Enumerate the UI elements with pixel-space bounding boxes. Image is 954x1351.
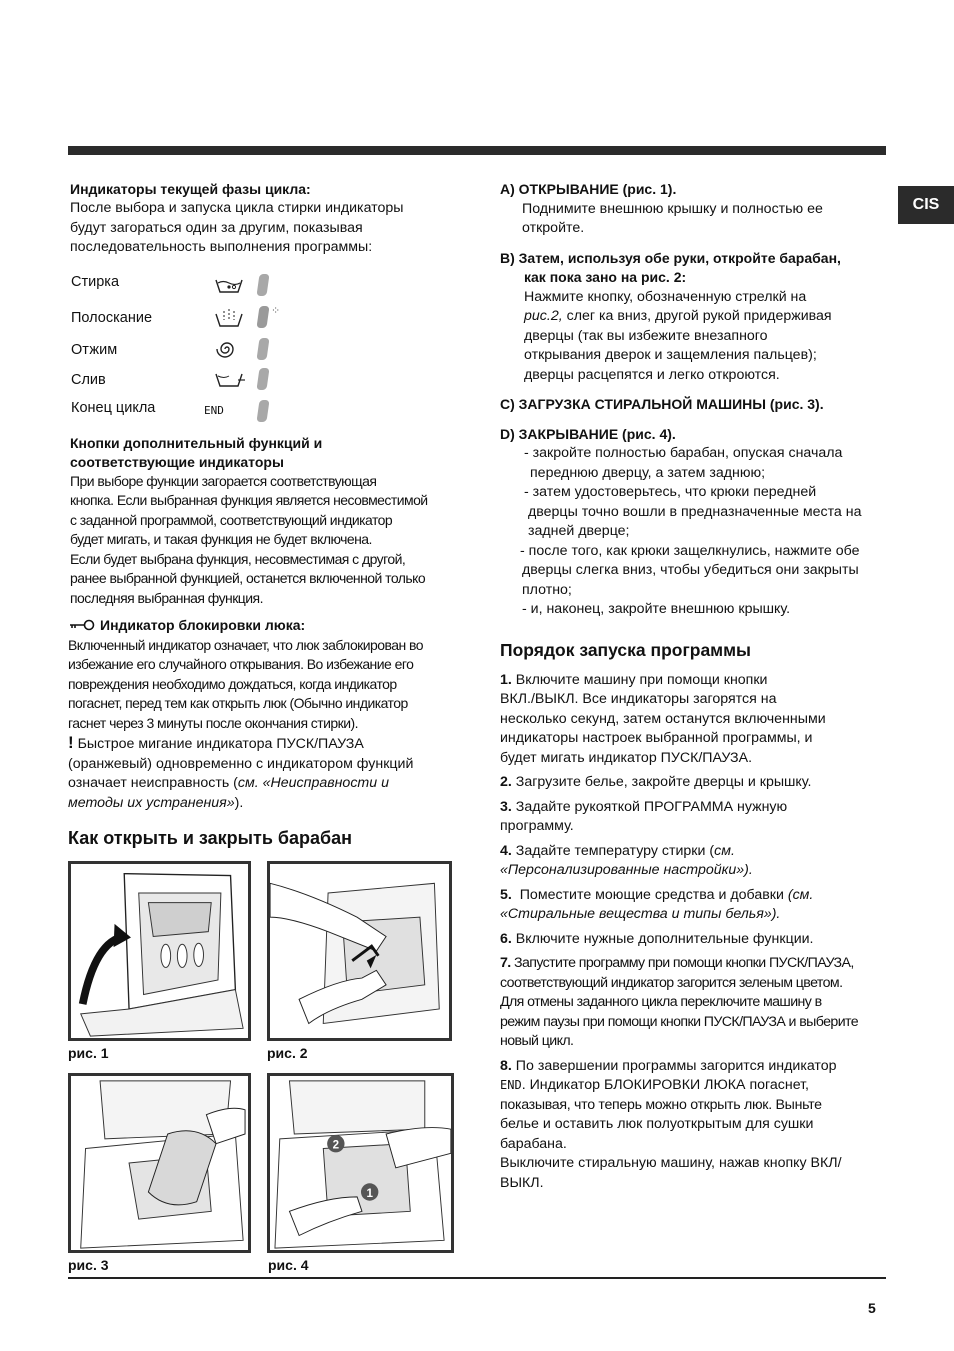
step-3-text-1: Задайте рукояткой ПРОГРАММА нужную xyxy=(515,798,788,815)
step-1 xyxy=(500,671,890,769)
section-b-rest: слег ка вниз, другой рукой придерживая xyxy=(562,308,832,324)
step-8-num: 8. xyxy=(500,1057,512,1074)
warn-suffix: ). xyxy=(234,794,244,811)
section-d-item-3b: дверцы слегка вниз, чтобы убедиться они закрыты xyxy=(522,562,859,578)
step-2 xyxy=(500,773,890,793)
step-8-text-a: По завершении программы загорится индикатор xyxy=(515,1057,837,1074)
left-column xyxy=(68,180,456,813)
step-3-line-1 xyxy=(500,798,890,818)
step-8-text-5: барабана. xyxy=(500,1135,567,1152)
end-indicator-text: END xyxy=(204,403,224,417)
lock-text-4: погаснет, перед тем как открыть люк (Обычно индикатор xyxy=(68,695,408,712)
indicator-label-drain: Слив xyxy=(71,371,106,388)
step-1-text-5: будет мигать индикатор ПУСК/ПАУЗА. xyxy=(500,749,753,766)
options-text-1: При выборе функции загорается соответствующая xyxy=(70,472,377,489)
blink-rays-icon: ⁘ xyxy=(271,304,281,317)
step-4-text-a: Задайте температуру стирки ( xyxy=(515,842,715,859)
step-8-text-3: показывая, что теперь можно открыть люк. Выньте xyxy=(500,1096,822,1113)
caption-fig-2: рис. 2 xyxy=(267,1045,308,1061)
step-5-num: 5. xyxy=(500,886,512,903)
lock-text-1: Включенный индикатор означает, что люк заблокирован во xyxy=(68,636,423,653)
step-3-num: 3. xyxy=(500,798,512,815)
step-5-line-1 xyxy=(500,886,890,906)
svg-text:1: 1 xyxy=(366,1186,373,1200)
step-5-text-a: Поместите моющие средства и добавки xyxy=(519,886,788,903)
indicator-light-end xyxy=(256,400,269,422)
section-d-item-2a: - затем удостоверьтесь, что крюки передней xyxy=(524,484,817,500)
section-b-head-2: как пока зано на рис. 2: xyxy=(524,269,687,285)
step-8-line-1 xyxy=(500,1057,890,1077)
section-d-item-3c: плотно; xyxy=(522,581,572,598)
figure-2 xyxy=(267,861,452,1041)
top-rule xyxy=(68,146,886,155)
warn-italic-2: методы их устранения» xyxy=(68,794,235,811)
section-d-item-2c: задней дверце; xyxy=(528,523,630,539)
step-4-text-c: «Персонализированные настройки»). xyxy=(500,862,753,878)
lock-text-3: повреждения необходимо дождаться, когда индикатор xyxy=(68,675,397,692)
warn-line-4 xyxy=(68,794,456,814)
phase-text-1: После выбора и запуска цикла стирки индикаторы xyxy=(70,200,404,216)
figure-3 xyxy=(68,1073,251,1253)
phase-text-3: последовательность выполнения программы: xyxy=(70,239,373,255)
language-tab: CIS xyxy=(898,186,954,224)
step-3 xyxy=(500,798,890,837)
step-6-num: 6. xyxy=(500,930,512,947)
warn-line-3 xyxy=(68,774,456,794)
options-text-5: Если будет выбрана функция, несовместимая с другой, xyxy=(70,550,406,567)
step-1-line-1 xyxy=(500,671,890,691)
step-3-text-2: программу. xyxy=(500,818,574,834)
rinse-icon xyxy=(214,308,244,331)
step-6-text: Включите нужные дополнительные функции. xyxy=(515,930,814,947)
section-d-head: D) ЗАКРЫВАНИЕ (рис. 4). xyxy=(500,425,676,442)
step-7-text-2: соответствующий индикатор загорится зеленым цветом. xyxy=(500,974,843,991)
svg-text:2: 2 xyxy=(332,1138,340,1152)
phase-text-2: будут загораться один за другим, показывая xyxy=(70,219,363,236)
section-a-head: A) ОТКРЫВАНИЕ (рис. 1). xyxy=(500,181,677,197)
step-8-text-7: ВЫКЛ. xyxy=(500,1174,544,1191)
step-1-num: 1. xyxy=(500,671,512,688)
indicator-light-rinse xyxy=(256,306,269,328)
warning-exclamation-icon: ! xyxy=(68,733,74,753)
options-text-4: будет мигать, и такая функция не будет включена. xyxy=(70,531,372,547)
section-b-text-4: открывания дверок и защемления пальцев); xyxy=(524,347,817,363)
section-b-text-1: Нажмите кнопку, обозначенную стрелкй на xyxy=(524,288,807,305)
section-b-text-2 xyxy=(500,307,890,327)
step-4-num: 4. xyxy=(500,842,512,859)
step-7-text-3: Для отмены заданного цикла переключите машину в xyxy=(500,994,822,1010)
figure-4 xyxy=(267,1073,454,1253)
step-8-text-6: Выключите стиральную машину, нажав кнопку ВКЛ/ xyxy=(500,1155,842,1171)
step-4 xyxy=(500,842,890,881)
section-b-text-3: дверцы (так вы избежите внезапного xyxy=(524,327,768,344)
phase-title: Индикаторы текущей фазы цикла: xyxy=(70,181,311,197)
section-a-text-1: Поднимите внешнюю крышку и полностью ее xyxy=(522,200,823,217)
section-b-head-1: B) Затем, используя обе руки, откройте барабан, xyxy=(500,249,841,266)
step-8-text-b: . Индикатор БЛОКИРОВКИ ЛЮКА погаснет, xyxy=(521,1077,809,1093)
warn-prefix: означает неисправность ( xyxy=(68,775,238,792)
section-d-item-1b: переднюю дверцу, а затем заднюю; xyxy=(530,464,766,481)
step-7-line-1 xyxy=(500,954,890,974)
step-7-text-4: режим паузы при помощи кнопки ПУСК/ПАУЗА и выберите xyxy=(500,1013,859,1030)
indicator-label-spin: Отжим xyxy=(71,341,118,358)
figure-1 xyxy=(68,861,251,1041)
section-b-text-5: дверцы расцепятся и легко откроются. xyxy=(524,366,780,383)
step-7-text-5: новый цикл. xyxy=(500,1033,574,1049)
caption-fig-1: рис. 1 xyxy=(68,1045,109,1061)
page-number: 5 xyxy=(868,1300,876,1316)
indicator-light-drain xyxy=(256,368,269,390)
caption-fig-4: рис. 4 xyxy=(268,1257,309,1273)
section-d-item-2b: дверцы точно вошли в предназначенные места на xyxy=(528,503,862,520)
step-7-text-1: Запустите программу при помощи кнопки ПУСК/ПАУЗА, xyxy=(513,955,854,971)
drain-icon xyxy=(214,370,246,393)
step-1-text-4: индикаторы настроек выбранной программы, и xyxy=(500,730,813,746)
spin-icon xyxy=(216,338,238,363)
step-7 xyxy=(500,954,890,1052)
step-4-text-b: см. xyxy=(714,842,735,859)
step-5 xyxy=(500,886,890,925)
lock-text-2: избежание его случайного открывания. Во избежание его xyxy=(68,656,414,673)
bottom-rule xyxy=(68,1277,886,1279)
end-indicator-label: END xyxy=(500,1078,522,1092)
fig2-illustration-icon xyxy=(270,864,449,1038)
fig3-illustration-icon xyxy=(71,1076,248,1250)
step-1-text-2: ВКЛ./ВЫКЛ. Все индикаторы загорятся на xyxy=(500,691,777,707)
warn-line-1 xyxy=(68,733,456,755)
options-text-7: последняя выбранная функция. xyxy=(70,589,263,606)
section-c-head: C) ЗАГРУЗКА СТИРАЛЬНОЙ МАШИНЫ (рис. 3). xyxy=(500,396,824,412)
step-7-num: 7. xyxy=(500,955,511,971)
drum-section-title: Как открыть и закрыть барабан xyxy=(68,828,353,848)
step-5-text-c: «Стиральные вещества и типы белья»). xyxy=(500,906,781,922)
indicator-label-end: Конец цикла xyxy=(71,399,156,416)
fig4-illustration-icon xyxy=(270,1076,451,1250)
step-2-num: 2. xyxy=(500,774,512,790)
key-lock-icon xyxy=(68,617,96,636)
section-d-item-1a: - закройте полностью барабан, опуская сначала xyxy=(524,445,843,461)
options-title-1: Кнопки дополнительный функций и xyxy=(70,434,323,451)
lock-title: Индикатор блокировки люка: xyxy=(100,617,306,633)
section-d-item-3a: - после того, как крюки защелкнулись, нажмите обе xyxy=(520,542,860,559)
step-8-line-2 xyxy=(500,1076,890,1096)
phase-indicator-table xyxy=(68,274,456,424)
step-5-text-b: (см. xyxy=(787,886,814,903)
section-a-text-2: откройте. xyxy=(522,220,585,236)
lock-title-line xyxy=(68,616,456,636)
indicator-label-rinse: Полоскание xyxy=(71,309,153,326)
step-2-text: Загрузите белье, закройте дверцы и крышку. xyxy=(515,774,812,790)
options-text-3: с заданной программой, соответствующий индикатор xyxy=(70,511,393,528)
step-8 xyxy=(500,1057,890,1194)
warn-italic-1: см. «Неисправности и xyxy=(237,775,389,792)
start-section-title: Порядок запуска программы xyxy=(500,639,752,660)
step-4-line-1 xyxy=(500,842,890,862)
options-text-2: кнопка. Если выбранная функция является несовместимой xyxy=(70,492,428,508)
options-title-2: соответствующие индикаторы xyxy=(70,453,284,470)
step-6 xyxy=(500,930,890,950)
right-column xyxy=(500,180,890,1193)
warn-text-1: Быстрое мигание индикатора ПУСК/ПАУЗА xyxy=(77,736,364,753)
lock-text-5: гаснет через 3 минуты после окончания стирки). xyxy=(68,714,358,731)
section-b-italic: рис.2, xyxy=(524,308,563,324)
section-d-item-4: - и, наконец, закройте внешнюю крышку. xyxy=(522,601,791,617)
step-8-text-4: белье и оставить люк полуоткрытым для сушки xyxy=(500,1116,814,1132)
step-1-text-1: Включите машину при помощи кнопки xyxy=(515,671,768,688)
step-1-text-3: несколько секунд, затем останутся включенными xyxy=(500,710,826,727)
indicator-label-wash: Стирка xyxy=(71,273,120,290)
fig1-illustration-icon xyxy=(71,864,248,1038)
indicator-light-wash xyxy=(256,274,269,296)
options-text-6: ранее выбранной функцией, останется включенной только xyxy=(70,570,426,586)
caption-fig-3: рис. 3 xyxy=(68,1257,109,1273)
indicator-light-spin xyxy=(256,338,269,360)
warn-text-2: (оранжевый) одновременно с индикатором функций xyxy=(68,755,414,772)
wash-tub-icon xyxy=(214,276,244,297)
